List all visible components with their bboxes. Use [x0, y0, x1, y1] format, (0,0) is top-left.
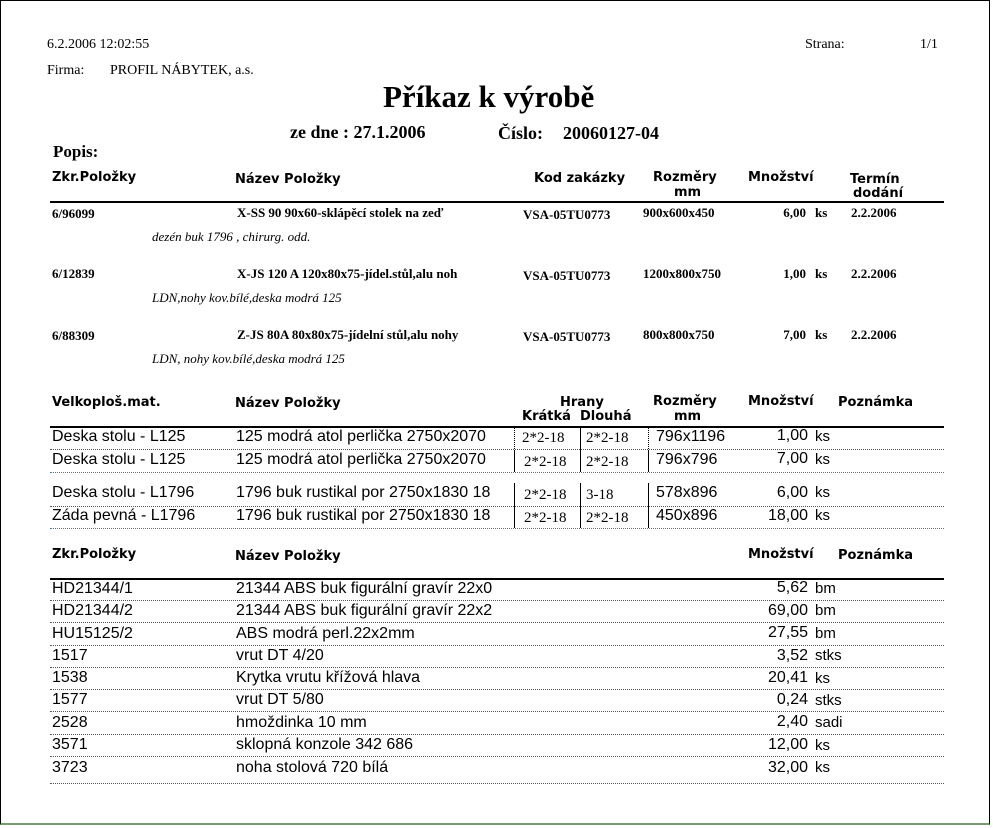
part-code: 2528 — [52, 714, 88, 731]
row-divider — [50, 600, 944, 601]
item-note: LDN,nohy kov.bílé,deska modrá 125 — [152, 290, 342, 305]
part-unit: stks — [815, 647, 842, 664]
board-qty: 18,00 — [767, 507, 808, 524]
part-name: 21344 ABS buk figurální gravír 22x0 — [236, 580, 493, 597]
column-separator — [580, 428, 581, 472]
edge-long: 2*2-18 — [586, 510, 629, 526]
row-divider — [50, 734, 944, 735]
part-name: vrut DT 5/80 — [236, 691, 324, 708]
board-dims: 578x896 — [656, 484, 718, 501]
part-name: noha stolová 720 bílá — [236, 759, 389, 776]
board-qty: 6,00 — [776, 484, 808, 501]
print-datetime: 6.2.2006 12:02:55 — [47, 37, 150, 52]
page-label: Strana: — [805, 37, 845, 52]
part-qty: 12,00 — [767, 736, 808, 753]
row-divider — [50, 449, 944, 450]
item-term: 2.2.2006 — [851, 266, 897, 281]
item-dims: 800x800x750 — [643, 327, 715, 342]
col-qty-header: Množství — [748, 170, 814, 185]
col-name-header: Název Položky — [235, 549, 341, 564]
part-code: 3571 — [52, 736, 88, 753]
material-name: Deska stolu - L125 — [52, 428, 186, 445]
part-code: HD21344/1 — [52, 580, 133, 597]
col-term-header: Termín — [850, 172, 900, 187]
row-divider — [50, 528, 944, 529]
part-qty: 27,55 — [767, 624, 808, 641]
part-qty: 20,41 — [767, 669, 808, 686]
order-code: VSA-05TU0773 — [523, 268, 611, 283]
row-divider — [50, 711, 944, 712]
col-order-code-header: Kod zakázky — [534, 171, 626, 186]
item-unit: ks — [815, 327, 828, 342]
col-qty-header: Množství — [748, 547, 814, 562]
col-short-header: Krátká — [522, 409, 571, 424]
column-separator — [514, 450, 515, 472]
order-code: VSA-05TU0773 — [523, 207, 611, 222]
board-name: 1796 buk rustikal por 2750x1830 18 — [236, 507, 491, 524]
part-unit: sadi — [815, 714, 843, 731]
edge-long: 2*2-18 — [586, 454, 629, 470]
part-qty: 2,40 — [776, 713, 808, 730]
row-divider — [50, 689, 944, 690]
part-name: ABS modrá perl.22x2mm — [236, 625, 415, 642]
part-code: HU15125/2 — [52, 625, 133, 642]
item-term: 2.2.2006 — [851, 205, 897, 220]
document-title: Příkaz k výrobě — [383, 79, 595, 114]
item-unit: ks — [815, 266, 828, 281]
col-material-header: Velkoploš.mat. — [52, 395, 161, 410]
part-qty: 0,24 — [776, 691, 808, 708]
material-name: Deska stolu - L125 — [52, 451, 186, 468]
board-qty: 1,00 — [776, 427, 808, 444]
board-unit: ks — [815, 451, 830, 468]
part-unit: bm — [815, 602, 836, 619]
part-name: sklopná konzole 342 686 — [236, 736, 414, 753]
col-code-header: Zkr.Položky — [52, 547, 137, 562]
item-code: 6/12839 — [52, 266, 95, 281]
col-long-header: Dlouhá — [580, 409, 632, 424]
item-term: 2.2.2006 — [851, 327, 897, 342]
column-separator — [514, 428, 515, 449]
description-label: Popis: — [53, 142, 99, 161]
document-number-label: Číslo: — [498, 123, 543, 143]
col-name-header: Název Položky — [235, 172, 341, 187]
item-dims: 900x600x450 — [643, 205, 715, 220]
part-qty: 3,52 — [776, 647, 808, 664]
board-dims: 796x796 — [656, 451, 718, 468]
item-code: 6/96099 — [52, 206, 95, 221]
part-qty: 5,62 — [776, 579, 808, 596]
column-separator — [648, 450, 649, 472]
col-name-header: Název Položky — [235, 396, 341, 411]
edge-short: 2*2-18 — [524, 454, 567, 470]
board-dims: 450x896 — [656, 507, 718, 524]
edge-short: 2*2-18 — [524, 487, 567, 503]
item-name: X-JS 120 A 120x80x75-jídel.stůl,alu noh — [237, 266, 458, 281]
col-code-header: Zkr.Položky — [52, 170, 137, 185]
part-name: Krytka vrutu křížová hlava — [236, 669, 421, 686]
part-unit: ks — [815, 737, 830, 754]
item-note: LDN, nohy kov.bílé,deska modrá 125 — [152, 351, 345, 366]
col-dims-unit-header: mm — [674, 409, 702, 424]
part-qty: 32,00 — [767, 759, 808, 776]
page-number: 1/1 — [920, 37, 938, 52]
part-code: 1517 — [52, 647, 88, 664]
item-name: Z-JS 80A 80x80x75-jídelní stůl,alu nohy — [237, 327, 459, 342]
part-name: vrut DT 4/20 — [236, 647, 324, 664]
part-code: HD21344/2 — [52, 602, 133, 619]
part-unit: bm — [815, 625, 836, 642]
row-divider — [50, 622, 944, 623]
document-date: ze dne : 27.1.2006 — [290, 122, 426, 142]
row-divider — [50, 472, 944, 473]
col-dims-unit-header: mm — [674, 185, 702, 200]
part-code: 1538 — [52, 669, 88, 686]
part-unit: stks — [815, 692, 842, 709]
part-unit: ks — [815, 759, 830, 776]
edge-long: 2*2-18 — [586, 430, 629, 446]
part-code: 1577 — [52, 691, 88, 708]
item-name: X-SS 90 90x60-sklápěcí stolek na zeď — [237, 205, 444, 220]
board-unit: ks — [815, 428, 830, 445]
board-unit: ks — [815, 507, 830, 524]
col-dims-header: Rozměry — [653, 394, 717, 409]
board-qty: 7,00 — [776, 450, 808, 467]
row-divider — [50, 645, 944, 646]
part-name: hmoždinka 10 mm — [236, 714, 367, 731]
part-unit: bm — [815, 580, 836, 597]
item-qty: 6,00 — [783, 205, 806, 220]
material-name: Deska stolu - L1796 — [52, 484, 195, 501]
edge-long: 3-18 — [586, 487, 614, 503]
col-qty-header: Množství — [748, 394, 814, 409]
part-unit: ks — [815, 670, 830, 687]
board-dims: 796x1196 — [656, 428, 726, 445]
item-code: 6/88309 — [52, 328, 95, 343]
part-name: 21344 ABS buk figurální gravír 22x2 — [236, 602, 493, 619]
row-divider — [50, 783, 944, 784]
board-unit: ks — [815, 484, 830, 501]
row-divider — [50, 756, 944, 757]
document-number: 20060127-04 — [563, 123, 659, 143]
edge-short: 2*2-18 — [524, 510, 567, 526]
part-qty: 69,00 — [767, 602, 808, 619]
firm-label: Firma: — [47, 63, 85, 78]
column-separator — [648, 428, 649, 449]
edge-short: 2*2-18 — [522, 430, 565, 446]
material-name: Záda pevná - L1796 — [52, 507, 196, 524]
item-qty: 1,00 — [783, 266, 806, 281]
col-term-header-2: dodání — [853, 186, 904, 201]
col-note-header: Poznámka — [838, 395, 914, 410]
col-dims-header: Rozměry — [653, 170, 717, 185]
item-dims: 1200x800x750 — [643, 266, 721, 281]
col-note-header: Poznámka — [838, 548, 914, 563]
board-name: 125 modrá atol perlička 2750x2070 — [236, 451, 486, 468]
firm-name: PROFIL NÁBYTEK, a.s. — [110, 63, 254, 78]
item-qty: 7,00 — [783, 327, 806, 342]
board-name: 125 modrá atol perlička 2750x2070 — [236, 428, 486, 445]
row-divider — [50, 667, 944, 668]
item-note: dezén buk 1796 , chirurg. odd. — [152, 229, 311, 244]
col-edges-header: Hrany — [560, 395, 604, 410]
item-unit: ks — [815, 205, 828, 220]
order-code: VSA-05TU0773 — [523, 329, 611, 344]
header-rule — [50, 201, 944, 203]
part-code: 3723 — [52, 759, 88, 776]
board-name: 1796 buk rustikal por 2750x1830 18 — [236, 484, 491, 501]
